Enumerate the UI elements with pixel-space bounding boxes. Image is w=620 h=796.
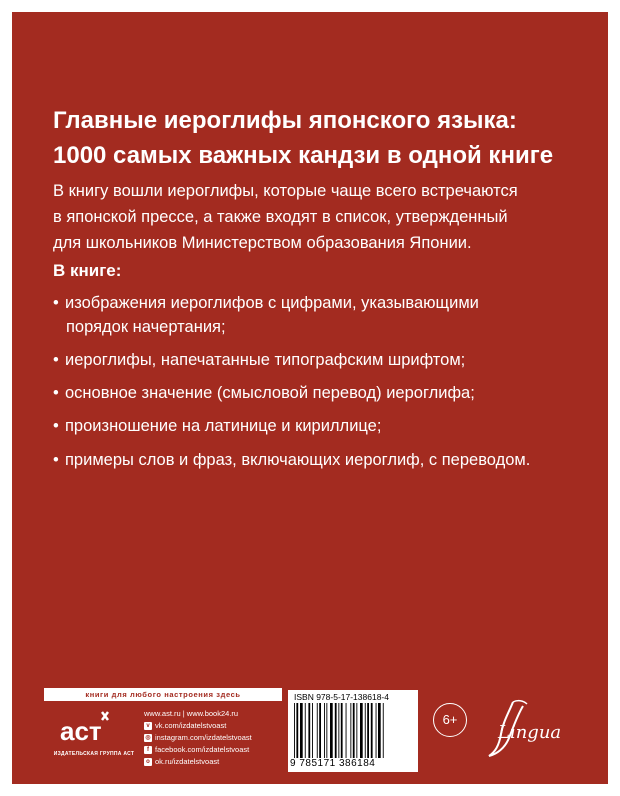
list-item xyxy=(53,348,465,372)
barcode-stripe xyxy=(305,703,306,758)
social-link-text: instagram.com/izdatelstvoast xyxy=(155,733,252,742)
social-link-text: facebook.com/izdatelstvoast xyxy=(155,745,250,754)
barcode-stripe xyxy=(371,703,373,758)
social-link-text: vk.com/izdatelstvoast xyxy=(155,721,227,730)
barcode-stripe xyxy=(308,703,310,758)
barcode-stripe xyxy=(353,703,355,758)
barcode-stripe xyxy=(338,703,339,758)
intro-line-1: В книгу вошли иероглифы, которые чаще всего встречаются xyxy=(53,182,518,200)
barcode-stripe xyxy=(376,703,377,758)
barcode-stripe xyxy=(317,703,318,758)
barcode-stripe xyxy=(319,703,321,758)
vk-icon: v xyxy=(144,722,152,730)
contents-heading: В книге: xyxy=(53,261,122,280)
intro-paragraph xyxy=(53,178,573,256)
list-item-text: иероглифы, напечатанные типографским шрифтом; xyxy=(65,351,466,369)
barcode-stripe xyxy=(341,703,343,758)
barcode-stripe xyxy=(330,703,333,758)
intro-line-3: для школьников Министерством образования Японии. xyxy=(53,234,472,252)
odnoklassniki-icon: o xyxy=(144,758,152,766)
barcode-stripe xyxy=(383,703,384,758)
ast-logo-text: аст xyxy=(60,716,102,746)
barcode-stripe xyxy=(294,703,295,758)
barcode-stripe xyxy=(367,703,369,758)
barcode-stripe xyxy=(300,703,303,758)
list-item-text: основное значение (смысловой перевод) иероглифа; xyxy=(65,384,475,402)
barcode-bars xyxy=(292,703,414,758)
barcode-stripe xyxy=(350,703,351,758)
barcode-stripe xyxy=(346,703,347,758)
bullet-icon: • xyxy=(53,451,59,469)
intro-line-2: в японской прессе, а также входят в список, утвержденный xyxy=(53,208,508,226)
imprint-name: Lingua xyxy=(498,722,562,743)
list-item-text: произношение на латинице и кириллице; xyxy=(65,417,382,435)
list-item xyxy=(53,448,530,472)
title-line-2: 1000 самых важных кандзи в одной книге xyxy=(53,142,554,169)
isbn-label: ISBN 978-5-17-138618-4 xyxy=(294,692,389,702)
age-rating-badge: 6+ xyxy=(433,703,467,737)
list-item xyxy=(53,291,479,339)
social-link-text: ok.ru/izdatelstvoast xyxy=(155,757,220,766)
list-item xyxy=(53,381,475,405)
bullet-icon: • xyxy=(53,384,59,402)
social-link-facebook[interactable] xyxy=(144,744,252,756)
instagram-icon: ◎ xyxy=(145,735,151,741)
barcode-stripe xyxy=(326,703,327,758)
website-links[interactable]: www.ast.ru | www.book24.ru xyxy=(144,709,239,718)
list-item-text: примеры слов и фраз, включающих иероглиф, с переводом. xyxy=(65,451,531,469)
barcode-stripe xyxy=(356,703,357,758)
bullet-icon: • xyxy=(53,351,59,369)
bullet-icon: • xyxy=(53,294,59,312)
book-title xyxy=(53,103,573,173)
facebook-icon: f xyxy=(144,746,152,754)
publisher-name: ИЗДАТЕЛЬСКАЯ ГРУППА АСТ xyxy=(53,751,135,757)
barcode-stripe xyxy=(378,703,381,758)
publisher-links xyxy=(144,708,252,768)
bullet-icon: • xyxy=(53,417,59,435)
social-link-ok[interactable] xyxy=(144,756,252,768)
barcode-stripe xyxy=(365,703,366,758)
title-line-1: Главные иероглифы японского языка: xyxy=(53,107,517,134)
list-item-text: порядок начертания; xyxy=(66,318,226,336)
barcode-stripe xyxy=(360,703,363,758)
tagline: книги для любого настроения здесь xyxy=(44,688,282,701)
list-item-text: изображения иероглифов с цифрами, указывающими xyxy=(65,294,479,312)
ast-logo xyxy=(58,710,122,746)
social-link-vk[interactable] xyxy=(144,720,252,732)
barcode-stripe xyxy=(296,703,298,758)
barcode-stripe xyxy=(312,703,313,758)
barcode-number: 9 785171 386184 xyxy=(290,758,376,769)
barcode-stripe xyxy=(324,703,325,758)
barcode xyxy=(288,690,418,772)
barcode-stripe xyxy=(335,703,337,758)
social-link-instagram[interactable] xyxy=(144,732,252,744)
list-item xyxy=(53,414,381,438)
